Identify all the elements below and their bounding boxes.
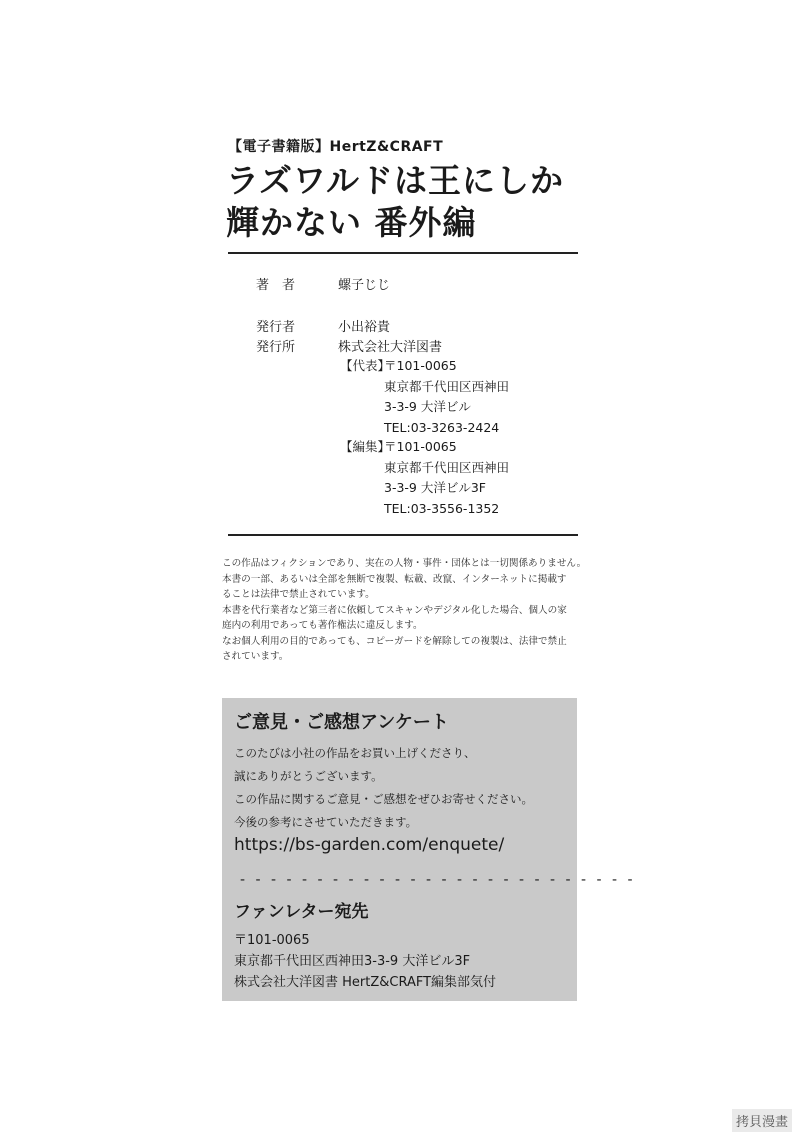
title-line-2: 輝かない 番外編 (226, 203, 477, 242)
publisher-name: 株式会社大洋図書 (338, 340, 443, 355)
fan-letter-line: 〒101-0065 (234, 933, 310, 948)
survey-line: 今後の参考にさせていただきます。 (234, 815, 418, 829)
title-line-1: ラズワルドは王にしか (226, 161, 565, 200)
survey-box (222, 698, 636, 1001)
publisher-person-label: 発行者 (256, 320, 296, 335)
survey-url-link[interactable]: https://bs-garden.com/enquete/ (234, 835, 505, 855)
main-office-line: TEL:03-3263-2424 (384, 419, 500, 435)
watermark: 拷貝漫畫 (732, 1109, 792, 1132)
fan-letter-heading: ファンレター宛先 (234, 902, 369, 922)
notice-line: この作品はフィクションであり、実在の人物・事件・団体とは一切関係ありません。 (222, 558, 587, 569)
notice-line: 本書を代行業者など第三者に依頼してスキャンやデジタル化した場合、個人の家 (222, 604, 567, 616)
editorial-office-line: TEL:03-3556-1352 (384, 500, 500, 516)
main-office-line: 3-3-9 大洋ビル (384, 399, 471, 414)
author-name: 螺子じじ (338, 278, 391, 293)
notice-line: されています。 (222, 651, 289, 662)
main-office-line: 東京都千代田区西神田 (384, 378, 510, 394)
editorial-office-line: 3-3-9 大洋ビル3F (384, 480, 486, 495)
dashed-divider: - - - - - - - - - - - - - - - - - - - - - - - - - - (240, 872, 636, 888)
survey-line: この作品に関するご意見・ご感想をぜひお寄せください。 (234, 792, 533, 806)
legal-notice (222, 556, 587, 665)
bottom-divider (228, 534, 578, 536)
author-label: 著 者 (256, 278, 296, 293)
survey-heading: ご意見・ご感想アンケート (234, 712, 449, 733)
notice-line: ることは法律で禁止されています。 (222, 589, 375, 600)
publisher-label: 発行所 (256, 340, 296, 355)
editorial-office-line: 東京都千代田区西神田 (384, 459, 510, 475)
edition-label: 【電子書籍版】HertZ&CRAFT (228, 139, 444, 155)
book-title (226, 160, 564, 244)
top-divider (228, 252, 578, 254)
editorial-office-label: 【編集】 (340, 439, 391, 454)
notice-line: なお個人利用の目的であっても、コピーガードを解除しての複製は、法律で禁止 (222, 635, 567, 647)
publisher-person-name: 小出裕貴 (338, 320, 391, 335)
notice-line: 本書の一部、あるいは全部を無断で複製、転載、改竄、インターネットに掲載す (222, 573, 567, 585)
notice-line: 庭内の利用であっても著作権法に違反します。 (222, 620, 423, 631)
fan-letter-line: 株式会社大洋図書 HertZ&CRAFT編集部気付 (234, 975, 497, 990)
survey-line: このたびは小社の作品をお買い上げくださり、 (234, 746, 476, 760)
main-office-line: 〒101-0065 (384, 358, 457, 373)
main-office-label: 【代表】 (340, 358, 391, 373)
fan-letter-address (234, 930, 496, 993)
editorial-office-line: 〒101-0065 (384, 439, 457, 454)
survey-line: 誠にありがとうございます。 (234, 769, 383, 783)
survey-body (234, 742, 533, 834)
fan-letter-line: 東京都千代田区西神田3-3-9 大洋ビル3F (234, 954, 471, 969)
